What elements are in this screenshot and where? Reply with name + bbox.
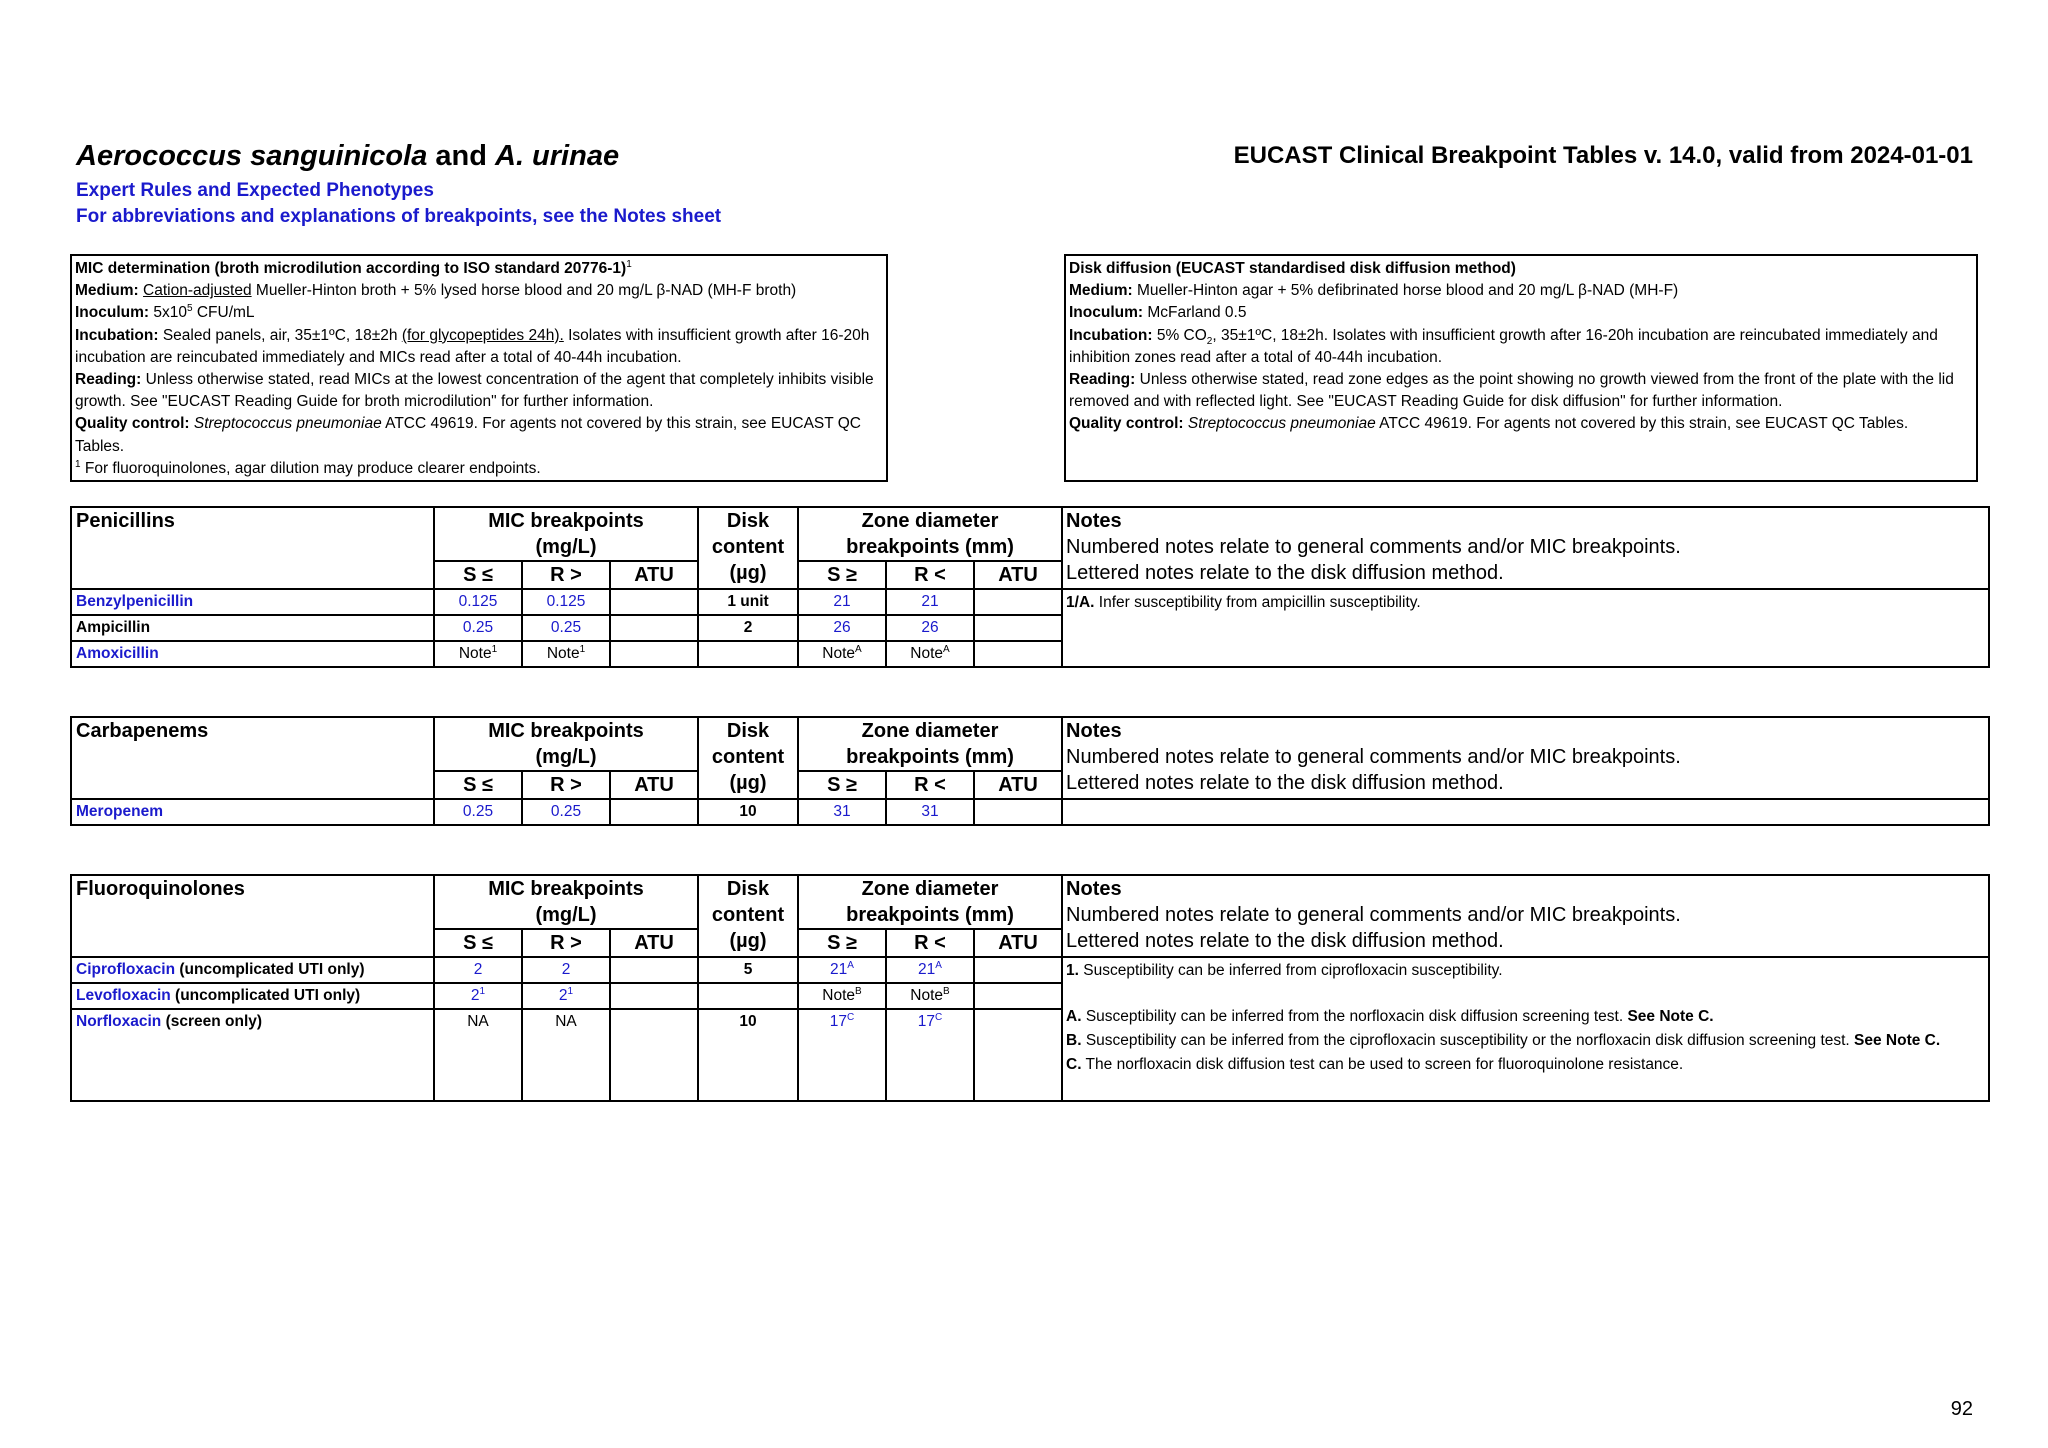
group-title-spacer [71, 561, 434, 589]
fluoroquinolones-table [70, 874, 1990, 1102]
mic-r-value: 0.25 [522, 615, 610, 641]
disk-content-value: 1 unit [698, 589, 798, 615]
note-1: 1. Susceptibility can be inferred from ciprofloxacin susceptibility. [1066, 962, 1503, 979]
mic-atu-value [610, 589, 698, 615]
group-title: Carbapenems [71, 717, 434, 771]
zone-breakpoints-header: Zone diameter breakpoints (mm) [798, 717, 1062, 771]
mic-breakpoints-header: MIC breakpoints (mg/L) [434, 717, 698, 771]
mic-breakpoints-header: MIC breakpoints (mg/L) [434, 875, 698, 929]
carbapenems-notes [1062, 799, 1989, 825]
version-label: EUCAST Clinical Breakpoint Tables v. 14.0, valid from 2024-01-01 [1233, 142, 1973, 169]
zone-s-value: Note$^B$ [798, 983, 886, 1009]
mic-incubation: Incubation: Sealed panels, air, 35±1ºC, 18±2h (for glycopeptides 24h). Isolates with insufficient growth after 16-20h incubation are reincubated immediately and MICs read after a total of 40-44h incubation. [75, 326, 870, 366]
agent-name[interactable]: Benzylpenicillin [71, 589, 434, 615]
zone-r-value: $21^A$ [886, 957, 974, 983]
page-number: 92 [1950, 1398, 1973, 1420]
mic-heading: MIC determination (broth microdilution according to ISO standard 20776-1)$^1$ [75, 258, 632, 277]
title-conjunction: and [427, 140, 495, 172]
zone-atu-value [974, 589, 1062, 615]
group-title-spacer [71, 771, 434, 799]
agent-name[interactable]: Norfloxacin (screen only) [71, 1009, 434, 1101]
disk-reading: Reading: Unless otherwise stated, read zone edges as the point showing no growth viewed from the front of the plate with the lid removed and with reflected light. See "EUCAST Reading Guide for disk diffusion" for further information. [1069, 371, 1954, 411]
disk-content-header: Disk content (µg) [698, 875, 798, 957]
agent-name[interactable]: Ciprofloxacin (uncomplicated UTI only) [71, 957, 434, 983]
notes-header: Notes Numbered notes relate to general comments and/or MIC breakpoints. Lettered notes relate to the disk diffusion method. [1062, 875, 1989, 957]
penicillins-table [70, 506, 1990, 668]
mic-atu-value [610, 957, 698, 983]
mic-r-header: R > [522, 771, 610, 799]
zone-atu-value [974, 1009, 1062, 1101]
group-title-spacer [71, 929, 434, 957]
mic-inoculum: Inoculum: $5x10^5$ CFU/mL [75, 303, 255, 322]
mic-atu-value [610, 983, 698, 1009]
disk-incubation: Incubation: 5% $CO_2$, 35±1ºC, 18±2h. Isolates with insufficient growth after 16-20h incubation are reincubated immediately and inhibition zones read after a total of 40-44h incubation. [1069, 326, 1938, 366]
mic-atu-header: ATU [610, 561, 698, 589]
zone-s-header: S ≥ [798, 771, 886, 799]
mic-s-value: 2 [434, 957, 522, 983]
disk-content-header: Disk content (µg) [698, 717, 798, 799]
zone-s-value: 26 [798, 615, 886, 641]
zone-atu-value [974, 983, 1062, 1009]
mic-atu-value [610, 615, 698, 641]
disk-heading: Disk diffusion (EUCAST standardised disk diffusion method) [1069, 260, 1516, 277]
agent-name[interactable]: Ampicillin [71, 615, 434, 641]
zone-s-value: $21^A$ [798, 957, 886, 983]
zone-r-value: 31 [886, 799, 974, 825]
table-row [71, 799, 1989, 825]
zone-r-value: Note$^B$ [886, 983, 974, 1009]
mic-s-header: S ≤ [434, 771, 522, 799]
title-organism-1: Aerococcus sanguinicola [76, 140, 428, 172]
penicillins-notes: 1/A. Infer susceptibility from ampicillin susceptibility. [1062, 589, 1989, 667]
disk-medium: Medium: Mueller-Hinton agar + 5% defibrinated horse blood and 20 mg/L β-NAD (MH-F) [1069, 282, 1679, 300]
zone-s-header: S ≥ [798, 561, 886, 589]
fluoroquinolones-notes [1062, 957, 1989, 1101]
mic-atu-value [610, 799, 698, 825]
zone-r-value: 26 [886, 615, 974, 641]
title-organism-2: A. urinae [495, 140, 620, 172]
mic-s-value: Note$^1$ [434, 641, 522, 667]
zone-atu-header: ATU [974, 771, 1062, 799]
mic-s-value: $2^1$ [434, 983, 522, 1009]
note-b: B. Susceptibility can be inferred from the ciprofloxacin susceptibility or the norfloxacin disk diffusion screening test. See Note C. [1066, 1032, 1941, 1049]
mic-r-header: R > [522, 561, 610, 589]
disk-content-value: 5 [698, 957, 798, 983]
mic-r-value: Note$^1$ [522, 641, 610, 667]
mic-r-value: 2 [522, 957, 610, 983]
mic-s-value: 0.25 [434, 799, 522, 825]
disk-content-value: 10 [698, 1009, 798, 1101]
table-row [71, 957, 1989, 983]
notes-sheet-link[interactable]: For abbreviations and explanations of breakpoints, see the Notes sheet [76, 206, 722, 227]
mic-atu-header: ATU [610, 771, 698, 799]
table-row [71, 589, 1989, 615]
zone-breakpoints-header: Zone diameter breakpoints (mm) [798, 875, 1062, 929]
notes-header: Notes Numbered notes relate to general comments and/or MIC breakpoints. Lettered notes relate to the disk diffusion method. [1062, 717, 1989, 799]
mic-r-value: NA [522, 1009, 610, 1101]
zone-breakpoints-header: Zone diameter breakpoints (mm) [798, 507, 1062, 560]
mic-s-header: S ≤ [434, 561, 522, 589]
group-title: Fluoroquinolones [71, 875, 434, 929]
group-title: Penicillins [71, 507, 434, 561]
disk-quality-control: Quality control: Streptococcus pneumoniae ATCC 49619. For agents not covered by this strain, see EUCAST QC Tables. [1069, 415, 1909, 433]
mic-s-value: NA [434, 1009, 522, 1101]
note-a: A. Susceptibility can be inferred from the norfloxacin disk diffusion screening test. See Note C. [1066, 1008, 1714, 1025]
mic-s-value: 0.25 [434, 615, 522, 641]
zone-s-value: 21 [798, 589, 886, 615]
zone-atu-value [974, 799, 1062, 825]
zone-r-header: R < [886, 771, 974, 799]
mic-footnote: $^1$ For fluoroquinolones, agar dilution may produce clearer endpoints. [75, 458, 541, 477]
disk-method-box [1064, 254, 1978, 482]
zone-r-header: R < [886, 929, 974, 957]
page-title [76, 140, 619, 173]
zone-r-value: $17^C$ [886, 1009, 974, 1101]
mic-atu-value [610, 641, 698, 667]
mic-medium: Medium: Cation-adjusted Mueller-Hinton broth + 5% lysed horse blood and 20 mg/L β-NAD (MH-F broth) [75, 282, 797, 300]
disk-content-value: 2 [698, 615, 798, 641]
mic-s-value: 0.125 [434, 589, 522, 615]
carbapenems-table [70, 716, 1990, 826]
mic-reading: Reading: Unless otherwise stated, read MICs at the lowest concentration of the agent that completely inhibits visible growth. See "EUCAST Reading Guide for broth microdilution" for further information. [75, 371, 874, 411]
mic-breakpoints-header: MIC breakpoints (mg/L) [434, 507, 698, 560]
mic-r-value: $2^1$ [522, 983, 610, 1009]
mic-atu-header: ATU [610, 929, 698, 957]
mic-r-value: 0.125 [522, 589, 610, 615]
disk-inoculum: Inoculum: McFarland 0.5 [1069, 304, 1247, 322]
disk-content-header: Disk content (µg) [698, 507, 798, 589]
zone-s-header: S ≥ [798, 929, 886, 957]
zone-s-value: 31 [798, 799, 886, 825]
mic-s-header: S ≤ [434, 929, 522, 957]
agent-name[interactable]: Amoxicillin [71, 641, 434, 667]
zone-r-value: 21 [886, 589, 974, 615]
zone-r-header: R < [886, 561, 974, 589]
mic-r-header: R > [522, 929, 610, 957]
zone-atu-value [974, 615, 1062, 641]
mic-r-value: 0.25 [522, 799, 610, 825]
disk-content-value [698, 983, 798, 1009]
agent-name[interactable]: Meropenem [71, 799, 434, 825]
mic-method-box [70, 254, 888, 482]
mic-quality-control: Quality control: Streptococcus pneumoniae ATCC 49619. For agents not covered by this strain, see EUCAST QC Tables. [75, 415, 861, 455]
notes-header: Notes Numbered notes relate to general comments and/or MIC breakpoints. Lettered notes relate to the disk diffusion method. [1062, 507, 1989, 589]
zone-atu-header: ATU [974, 929, 1062, 957]
disk-content-value: 10 [698, 799, 798, 825]
zone-r-value: Note$^A$ [886, 641, 974, 667]
zone-atu-value [974, 641, 1062, 667]
agent-name[interactable]: Levofloxacin (uncomplicated UTI only) [71, 983, 434, 1009]
zone-atu-header: ATU [974, 561, 1062, 589]
disk-content-value [698, 641, 798, 667]
note-c: C. The norfloxacin disk diffusion test can be used to screen for fluoroquinolone resistance. [1066, 1056, 1684, 1073]
zone-atu-value [974, 957, 1062, 983]
mic-atu-value [610, 1009, 698, 1101]
zone-s-value: Note$^A$ [798, 641, 886, 667]
expert-rules-link[interactable]: Expert Rules and Expected Phenotypes [76, 180, 434, 201]
zone-s-value: $17^C$ [798, 1009, 886, 1101]
